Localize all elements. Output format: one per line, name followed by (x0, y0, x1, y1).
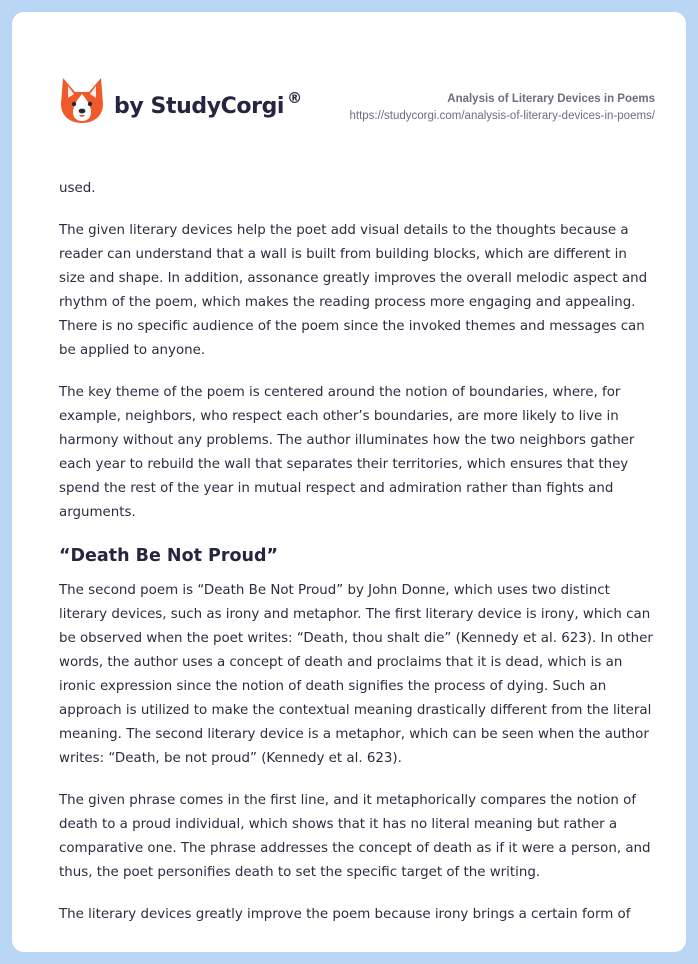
document-title: Analysis of Literary Devices in Poems (447, 93, 655, 105)
paragraph: The literary devices greatly improve the poem because irony brings a certain form of (59, 907, 631, 922)
document-page (12, 12, 686, 952)
paragraph: The given literary devices help the poet add visual details to the thoughts because a reader can understand that a wall is built from building blocks, which are different in size and shape. In addition, assonance greatly improves the overall melodic aspect and rhythm of the poem, which makes the reading process more engaging and appealing. There is no specific audience of the poem since the invoked themes and messages can be applied to anyone. (59, 223, 648, 358)
paragraph: used. (59, 181, 96, 196)
paragraph: The key theme of the poem is centered around the notion of boundaries, where, for example, neighbors, who respect each other’s boundaries, are more likely to live in harmony without any problems. The author illuminates how the two neighbors gather each year to rebuild the wall that separates their territories, which ensures that they spend the rest of the year in mutual respect and admiration rather than fights and arguments. (59, 385, 635, 520)
corgi-head-icon (60, 76, 104, 124)
document-url[interactable]: https://studycorgi.com/analysis-of-literary-devices-in-poems/ (349, 110, 655, 122)
paragraph: The given phrase comes in the first line, and it metaphorically compares the notion of death to a proud individual, which shows that it has no literal meaning but rather a comparative one. The phrase addresses the concept of death as if it were a person, and thus, the poet personifies death to set the specific target of the writing. (59, 793, 651, 880)
page-header (12, 12, 686, 162)
paragraph: The second poem is “Death Be Not Proud” by John Donne, which uses two distinct literary devices, such as irony and metaphor. The first literary device is irony, which can be observed when the poet writes: “Death, thou shalt die” (Kennedy et al. 623). In other words, the author uses a concept of death and proclaims that it is dead, which is an ironic expression since the notion of death signifies the process of dying. Such an approach is utilized to make the contextual meaning drastically different from the literal meaning. The second literary device is a metaphor, which can be seen when the author writes: “Death, be not proud” (Kennedy et al. 623). (59, 583, 653, 766)
article-body (59, 177, 654, 945)
brand-logo-text[interactable]: by StudyCorgi ® (114, 89, 302, 119)
section-heading: “Death Be Not Proud” (59, 546, 279, 566)
